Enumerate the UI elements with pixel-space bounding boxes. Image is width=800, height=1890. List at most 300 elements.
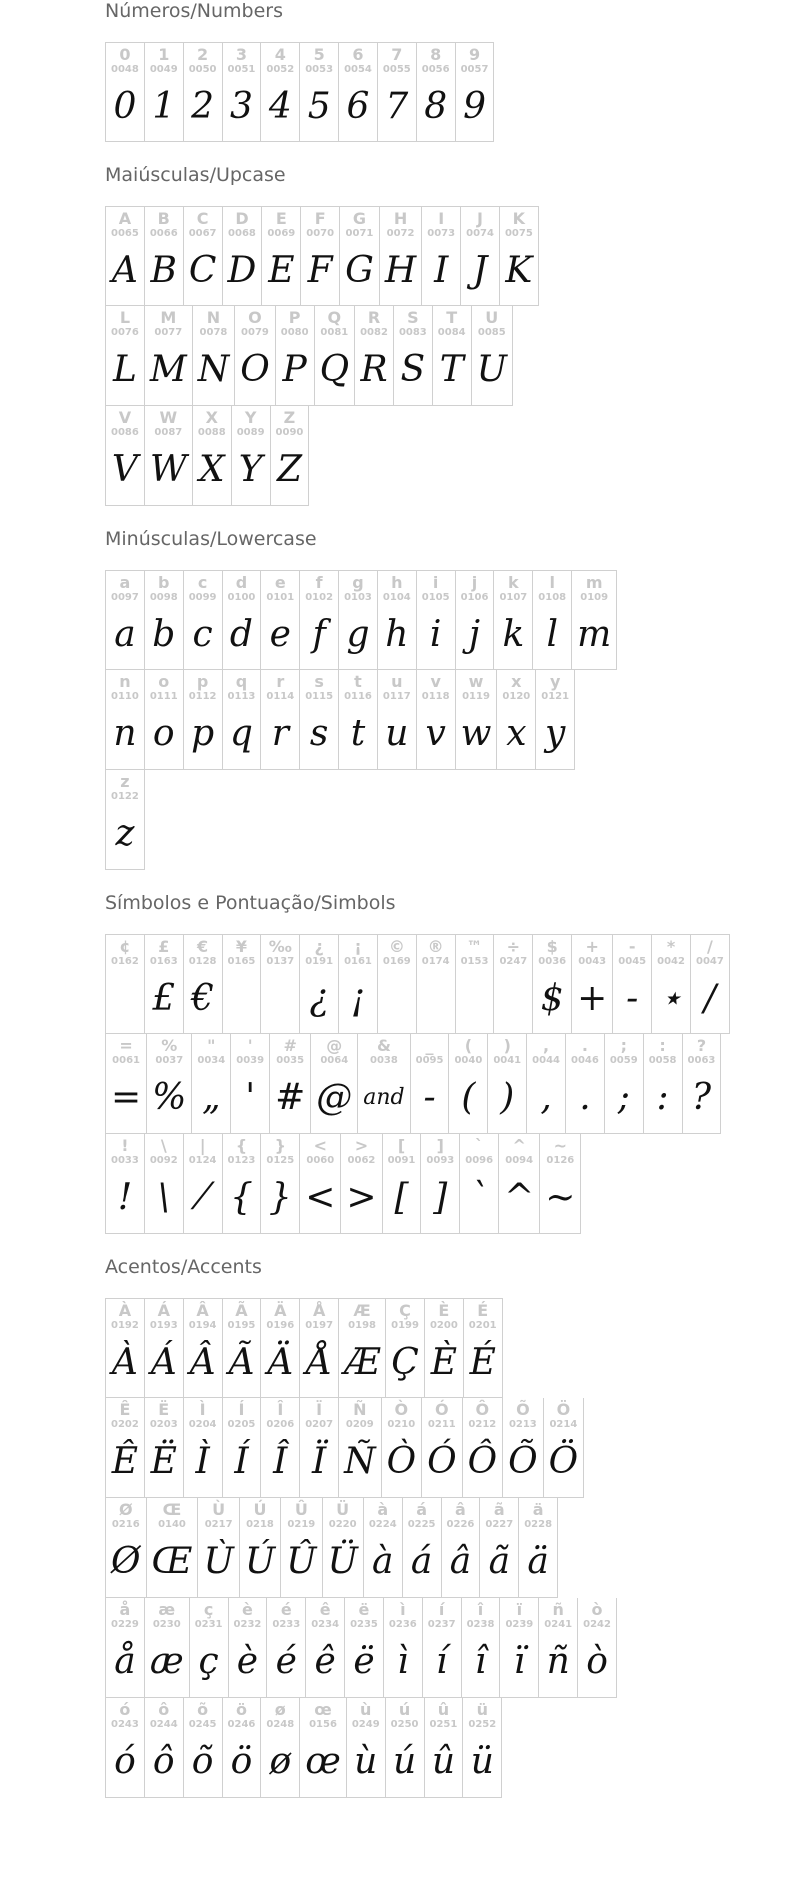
- character-label: ]: [436, 1136, 444, 1155]
- character-label: 5: [313, 45, 325, 64]
- glyph-sample: h: [385, 614, 409, 655]
- character-code: 0053: [305, 64, 334, 75]
- character-label: =: [119, 1036, 133, 1055]
- character-code: 0039: [236, 1055, 265, 1066]
- glyph-sample: @: [316, 1077, 353, 1118]
- glyph-sample: û: [431, 1741, 456, 1782]
- character-label: è: [242, 1600, 253, 1619]
- character-code: 0106: [460, 592, 489, 603]
- section-title: Minúsculas/Lowercase: [105, 528, 317, 550]
- glyph-cell: [183, 1134, 223, 1234]
- glyph-sample: k: [502, 614, 525, 655]
- character-label: +: [585, 937, 599, 956]
- glyph-sample: !: [117, 1177, 133, 1218]
- glyph-sample: `: [470, 1177, 489, 1218]
- glyph-cell: [299, 1398, 339, 1498]
- glyph-cell: [239, 1498, 281, 1598]
- glyph-row: [105, 1298, 730, 1398]
- character-code: 0110: [111, 691, 139, 702]
- glyph-cell: [577, 1598, 617, 1698]
- character-code: 0055: [382, 64, 411, 75]
- character-code: 0206: [266, 1419, 295, 1430]
- glyph-cell: [338, 1398, 382, 1498]
- character-code: 0113: [227, 691, 256, 702]
- character-label: ï: [516, 1600, 523, 1619]
- glyph-sample: å: [114, 1641, 136, 1682]
- glyph-sample: 6: [346, 86, 370, 127]
- character-label: a: [119, 573, 131, 592]
- glyph-sample: L: [112, 349, 137, 390]
- character-label: A: [118, 209, 132, 228]
- glyph-sample: Ü: [327, 1541, 358, 1582]
- glyph-row: [105, 1698, 730, 1798]
- glyph-cell: [144, 934, 184, 1034]
- character-label: {: [235, 1136, 248, 1155]
- character-code: 0236: [388, 1619, 417, 1630]
- glyph-sample: 5: [307, 86, 331, 127]
- glyph-sample: Ù: [203, 1541, 234, 1582]
- glyph-sample: ⁄: [199, 1177, 206, 1218]
- glyph-cell: [144, 42, 184, 142]
- glyph-cell: [338, 1298, 386, 1398]
- glyph-sample: t: [350, 713, 366, 754]
- character-code: 0102: [305, 592, 334, 603]
- character-code: 0118: [421, 691, 450, 702]
- glyph-sample: Ò: [386, 1441, 417, 1482]
- character-label: D: [235, 209, 249, 228]
- glyph-cell: [448, 1034, 488, 1134]
- glyph-sample: l: [546, 614, 558, 655]
- glyph-cell: [300, 206, 340, 306]
- character-code: 0248: [266, 1719, 295, 1730]
- character-code: 0227: [485, 1519, 514, 1530]
- glyph-sample: ): [500, 1077, 515, 1118]
- character-code: 0231: [194, 1619, 223, 1630]
- glyph-cell: [222, 42, 262, 142]
- glyph-sample: G: [345, 250, 374, 291]
- glyph-sample: z: [115, 813, 135, 854]
- glyph-sample: }: [268, 1177, 292, 1218]
- character-code: 0213: [508, 1419, 537, 1430]
- character-label: W: [159, 408, 178, 427]
- glyph-sample: s: [309, 713, 329, 754]
- glyph-sample: Æ: [344, 1342, 381, 1383]
- glyph-cell: [105, 1498, 147, 1598]
- glyph-sample: ö: [230, 1741, 253, 1782]
- character-code: 0251: [429, 1719, 458, 1730]
- character-label: Œ: [162, 1500, 182, 1519]
- character-label: æ: [158, 1600, 176, 1619]
- glyph-cell: [144, 1298, 184, 1398]
- glyph-cell: [192, 306, 236, 406]
- character-label: ô: [158, 1700, 170, 1719]
- glyph-sample: É: [469, 1342, 496, 1383]
- character-code: 0202: [111, 1419, 139, 1430]
- glyph-sample: r: [271, 713, 289, 754]
- character-label: Ü: [336, 1500, 350, 1519]
- character-code: 0035: [276, 1055, 305, 1066]
- glyph-cell: [379, 206, 422, 306]
- character-code: 0200: [429, 1320, 458, 1331]
- character-label: h: [391, 573, 403, 592]
- character-label: ©: [388, 937, 405, 956]
- character-code: 0044: [532, 1055, 560, 1066]
- glyph-sample: e: [269, 614, 291, 655]
- glyph-cell: [424, 1298, 464, 1398]
- glyph-cell: [493, 934, 533, 1034]
- character-label: £: [158, 937, 170, 956]
- character-code: 0219: [287, 1519, 316, 1530]
- character-code: 0115: [305, 691, 334, 702]
- glyph-sample: ä: [527, 1541, 549, 1582]
- character-code: 0244: [149, 1719, 178, 1730]
- glyph-cell: [382, 1134, 422, 1234]
- character-label: E: [275, 209, 287, 228]
- character-label: d: [235, 573, 248, 592]
- glyph-sample: U: [476, 349, 507, 390]
- glyph-cell: [228, 1598, 268, 1698]
- glyph-cell: [260, 42, 300, 142]
- character-code: 0100: [227, 592, 256, 603]
- character-label: Ë: [158, 1400, 170, 1419]
- glyph-sample: Ì: [195, 1441, 210, 1482]
- glyph-cell: [455, 934, 495, 1034]
- character-label: 3: [235, 45, 248, 64]
- glyph-sample: Ë: [150, 1441, 177, 1482]
- character-code: 0211: [427, 1419, 456, 1430]
- glyph-cell: [526, 1034, 566, 1134]
- character-label: ò: [591, 1600, 603, 1619]
- glyph-cell: [222, 1298, 262, 1398]
- character-label: à: [377, 1500, 389, 1519]
- character-code: 0114: [266, 691, 295, 702]
- glyph-cell: [183, 570, 223, 670]
- glyph-sample: À: [111, 1342, 138, 1383]
- character-code: 0090: [275, 427, 304, 438]
- glyph-cell: [421, 206, 461, 306]
- glyph-cell: [260, 1298, 300, 1398]
- glyph-cell: [234, 306, 276, 406]
- character-code: 0061: [112, 1055, 140, 1066]
- character-label: ™: [466, 937, 483, 956]
- character-label: c: [197, 573, 208, 592]
- glyph-sample: q: [229, 713, 253, 754]
- glyph-cell: [222, 670, 262, 770]
- glyph-sample: c: [192, 614, 213, 655]
- glyph-sample: /: [703, 978, 716, 1019]
- glyph-sample: ï: [513, 1641, 526, 1682]
- glyph-row: [105, 1398, 730, 1498]
- glyph-cell: [144, 570, 184, 670]
- character-code: 0239: [505, 1619, 534, 1630]
- glyph-cell: [402, 1498, 442, 1598]
- glyph-cell: [322, 1498, 364, 1598]
- glyph-cell: [460, 206, 500, 306]
- character-label: >: [354, 1136, 369, 1155]
- character-label: ë: [358, 1600, 370, 1619]
- glyph-sample: g: [346, 614, 370, 655]
- character-code: 0048: [111, 64, 139, 75]
- glyph-sample: P: [282, 349, 307, 390]
- glyph-cell: [183, 42, 223, 142]
- glyph-cell: [518, 1498, 558, 1598]
- character-code: 0085: [477, 327, 506, 338]
- character-code: 0207: [305, 1419, 334, 1430]
- character-label: Å: [312, 1301, 326, 1320]
- glyph-sample: ê: [314, 1641, 336, 1682]
- glyph-cell: [498, 1134, 540, 1234]
- character-label: Ç: [399, 1301, 411, 1320]
- character-code: 0081: [320, 327, 349, 338]
- glyph-sample: Ê: [111, 1441, 139, 1482]
- glyph-sample: N: [197, 349, 230, 390]
- character-label: ": [207, 1036, 216, 1055]
- glyph-sample: \: [157, 1177, 170, 1218]
- character-code: 0083: [398, 327, 427, 338]
- character-code: 0245: [188, 1719, 217, 1730]
- glyph-cell: [416, 670, 456, 770]
- character-label: w: [468, 672, 484, 691]
- glyph-cell: [416, 570, 456, 670]
- character-code: 0069: [267, 228, 296, 239]
- glyph-sample: ú: [393, 1741, 417, 1782]
- character-code: 0097: [111, 592, 139, 603]
- glyph-cell: [651, 934, 691, 1034]
- glyph-sample: #: [275, 1077, 306, 1118]
- character-code: 0195: [227, 1320, 256, 1331]
- glyph-sample: [228, 969, 256, 1029]
- glyph-sample: £: [152, 978, 176, 1019]
- character-label: z: [120, 772, 130, 791]
- glyph-cell: [222, 206, 263, 306]
- character-label: P: [288, 308, 301, 327]
- glyph-sample: {: [230, 1177, 253, 1218]
- glyph-section: [105, 1256, 730, 1798]
- glyph-sample: y: [545, 713, 566, 754]
- character-code: 0210: [387, 1419, 416, 1430]
- glyph-sample: 1: [152, 86, 176, 127]
- character-code: 0230: [152, 1619, 181, 1630]
- glyph-sample: $: [540, 978, 564, 1019]
- glyph-cell: [105, 570, 145, 670]
- glyph-sample: E: [268, 250, 295, 291]
- glyph-cell: [105, 1134, 145, 1234]
- glyph-cell: [144, 670, 184, 770]
- character-code: 0169: [382, 956, 411, 967]
- glyph-row: [105, 770, 730, 870]
- glyph-row: [105, 1134, 730, 1234]
- glyph-sample: :: [656, 1077, 669, 1118]
- glyph-sample: Ö: [548, 1441, 579, 1482]
- character-label: O: [248, 308, 262, 327]
- character-code: 0233: [272, 1619, 301, 1630]
- character-code: 0099: [188, 592, 217, 603]
- glyph-cell: [424, 1698, 464, 1798]
- character-label: :: [659, 1036, 666, 1055]
- glyph-cell: [310, 1034, 358, 1134]
- glyph-cell: [339, 206, 380, 306]
- character-label: k: [508, 573, 519, 592]
- character-code: 0163: [149, 956, 178, 967]
- glyph-cell: [222, 570, 262, 670]
- glyph-cell: [144, 1598, 190, 1698]
- character-code: 0065: [111, 228, 139, 239]
- character-label: p: [196, 672, 209, 691]
- character-label: t: [354, 672, 362, 691]
- character-code: 0174: [421, 956, 450, 967]
- character-label: %: [161, 1036, 178, 1055]
- glyph-cell: [346, 1698, 386, 1798]
- character-code: 0063: [687, 1055, 716, 1066]
- character-label: r: [276, 672, 285, 691]
- glyph-sample: J: [472, 250, 488, 291]
- character-code: 0238: [466, 1619, 495, 1630]
- glyph-sample: È: [430, 1342, 458, 1383]
- character-code: 0093: [426, 1155, 455, 1166]
- glyph-cell: [260, 1134, 300, 1234]
- glyph-cell: [197, 1498, 239, 1598]
- character-code: 0037: [155, 1055, 184, 1066]
- glyph-cell: [565, 1034, 605, 1134]
- character-code: 0204: [188, 1419, 217, 1430]
- glyph-cell: [105, 1698, 145, 1798]
- glyph-cell: [183, 1298, 223, 1398]
- glyph-cell: [539, 1134, 581, 1234]
- glyph-cell: [314, 306, 356, 406]
- glyph-cell: [183, 1698, 223, 1798]
- character-code: 0062: [347, 1155, 376, 1166]
- glyph-cell: [222, 934, 262, 1034]
- character-code: 0249: [351, 1719, 380, 1730]
- character-label: ö: [235, 1700, 247, 1719]
- glyph-cell: [144, 1398, 184, 1498]
- character-label: Õ: [516, 1400, 530, 1419]
- glyph-sample: >: [346, 1177, 377, 1218]
- glyph-cell: [105, 206, 145, 306]
- glyph-cell: [266, 1598, 306, 1698]
- character-code: 0165: [227, 956, 256, 967]
- character-code: 0243: [111, 1719, 139, 1730]
- character-code: 0228: [524, 1519, 553, 1530]
- glyph-sample: ó: [114, 1741, 136, 1782]
- glyph-sample: o: [152, 713, 175, 754]
- glyph-sample: .: [579, 1077, 591, 1118]
- character-code: 0067: [188, 228, 217, 239]
- character-code: 0094: [505, 1155, 534, 1166]
- character-code: 0057: [460, 64, 489, 75]
- character-label: â: [455, 1500, 466, 1519]
- glyph-cell: [260, 1398, 300, 1498]
- character-code: 0125: [266, 1155, 295, 1166]
- character-code: 0224: [368, 1519, 397, 1530]
- glyph-sample: b: [152, 614, 176, 655]
- character-code: 0059: [609, 1055, 638, 1066]
- character-code: 0072: [386, 228, 415, 239]
- character-label: I: [438, 209, 445, 228]
- glyph-sample: V: [111, 449, 138, 490]
- character-code: 0041: [493, 1055, 522, 1066]
- glyph-cell: [538, 1598, 578, 1698]
- character-map: [105, 0, 730, 1820]
- character-code: 0229: [111, 1619, 139, 1630]
- character-code: 0119: [462, 691, 490, 702]
- character-label: Í: [238, 1400, 245, 1419]
- character-label: ,: [543, 1036, 550, 1055]
- character-code: 0089: [236, 427, 265, 438]
- section-title: Símbolos e Pontuação/Simbols: [105, 892, 396, 914]
- character-code: 0091: [387, 1155, 416, 1166]
- character-label: ': [247, 1036, 253, 1055]
- glyph-sample: Ø: [111, 1541, 141, 1582]
- glyph-sample: d: [229, 614, 253, 655]
- glyph-cell: [338, 42, 378, 142]
- character-label: U: [485, 308, 499, 327]
- character-code: 0101: [266, 592, 295, 603]
- glyph-cell: [455, 670, 498, 770]
- character-code: 0199: [391, 1320, 419, 1331]
- glyph-cell: [385, 1298, 425, 1398]
- glyph-cell: [105, 670, 145, 770]
- character-code: 0194: [188, 1320, 217, 1331]
- glyph-sample: ì: [397, 1641, 409, 1682]
- character-code: 0162: [111, 956, 139, 967]
- character-label: u: [391, 672, 403, 691]
- glyph-cell: [377, 570, 417, 670]
- glyph-cell: [462, 1698, 502, 1798]
- glyph-sample: [383, 969, 411, 1029]
- glyph-cell: [410, 1034, 450, 1134]
- glyph-sample: 4: [268, 86, 292, 127]
- character-label: l: [549, 573, 555, 592]
- character-label: _: [425, 1036, 434, 1055]
- glyph-row: [105, 570, 730, 670]
- glyph-sample: ,: [540, 1077, 552, 1118]
- character-label: S: [407, 308, 419, 327]
- glyph-cell: [299, 670, 339, 770]
- glyph-cell: [299, 570, 339, 670]
- character-label: o: [158, 672, 170, 691]
- character-code: 0043: [578, 956, 607, 967]
- glyph-cell: [144, 1698, 184, 1798]
- glyph-cell: [269, 1034, 311, 1134]
- section-title: Maiúsculas/Upcase: [105, 164, 286, 186]
- character-label: 4: [274, 45, 286, 64]
- glyph-cell: [146, 1034, 192, 1134]
- character-label: Ê: [119, 1400, 131, 1419]
- glyph-cell: [260, 934, 300, 1034]
- glyph-sample: w: [460, 713, 492, 754]
- character-label: ®: [427, 937, 444, 956]
- glyph-cell: [363, 1498, 403, 1598]
- glyph-section: [105, 0, 730, 142]
- character-label: 0: [119, 45, 131, 64]
- glyph-sample: ?: [691, 1077, 712, 1118]
- glyph-sample: A: [111, 250, 138, 291]
- glyph-sample: ë: [353, 1641, 375, 1682]
- glyph-sample: p: [191, 713, 215, 754]
- character-code: 0201: [468, 1320, 497, 1331]
- character-label: n: [119, 672, 131, 691]
- character-code: 0153: [460, 956, 489, 967]
- character-label: `: [475, 1136, 484, 1155]
- character-code: 0046: [571, 1055, 599, 1066]
- glyph-sample: Ó: [427, 1441, 457, 1482]
- character-code: 0242: [583, 1619, 611, 1630]
- character-code: 0156: [309, 1719, 337, 1730]
- character-label: Ï: [316, 1400, 323, 1419]
- glyph-cell: [532, 934, 572, 1034]
- character-code: 0209: [345, 1419, 374, 1430]
